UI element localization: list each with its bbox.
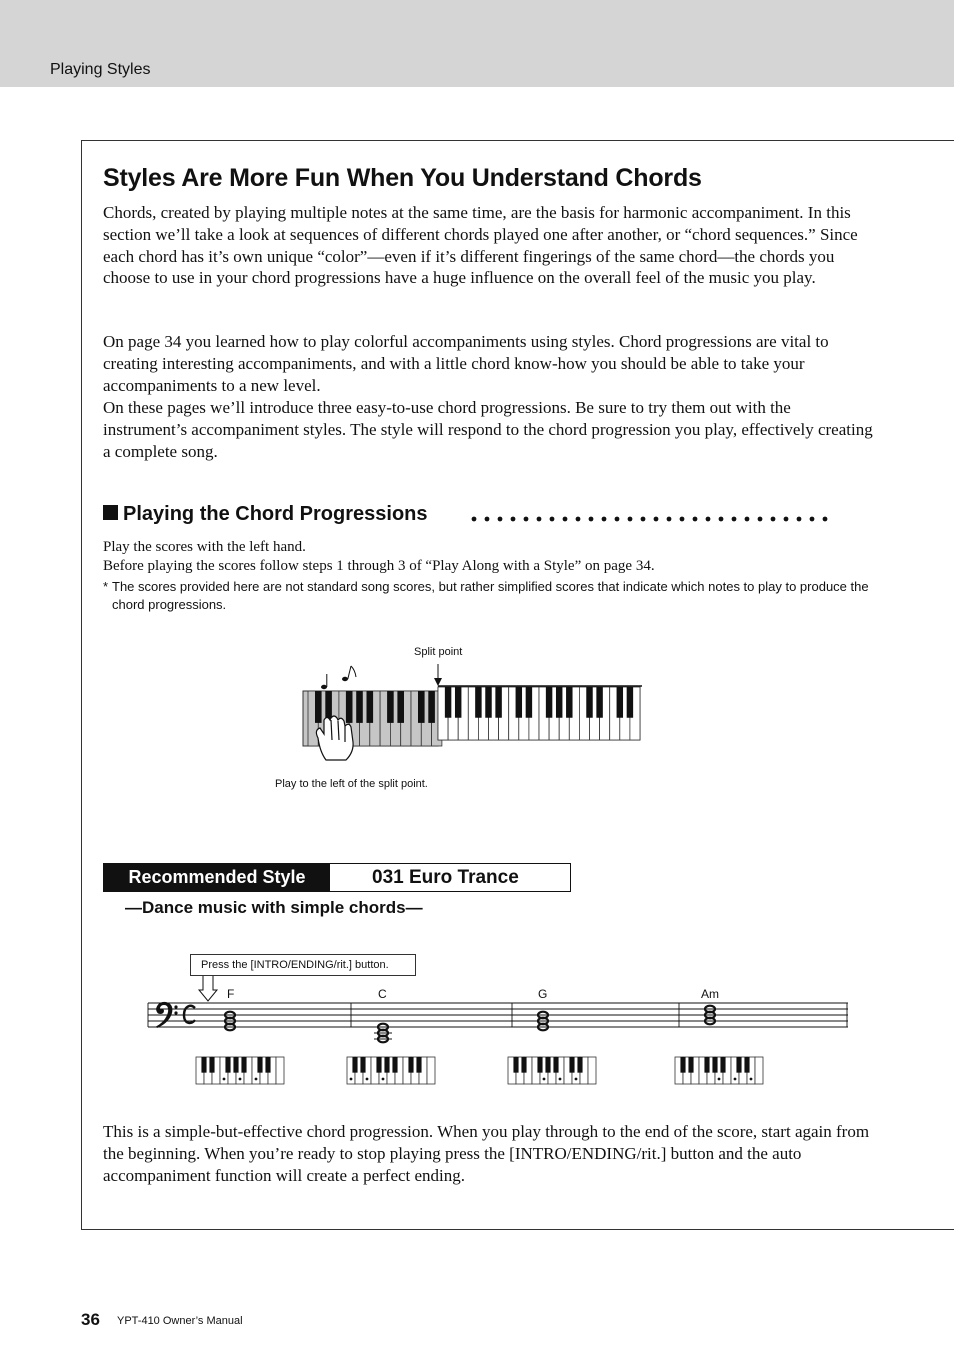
page-title: Styles Are More Fun When You Understand Chords (103, 164, 702, 192)
intro-paragraph-3: On these pages we’ll introduce three easy-to-use chord progressions. Be sure to try them out with the instrument’s accompaniment styles. The style will respond to the chord progression you play, effectively creating a complete song. (103, 398, 873, 461)
closing-paragraph: This is a simple-but-effective chord progression. When you play through to the end of the score, start again from the beginning. When you’re ready to stop playing press the [INTRO/ENDING/rit.] button and the auto accompaniment function will create a perfect ending. (103, 1122, 870, 1185)
section-heading-text: Playing the Chord Progressions (123, 503, 428, 525)
chord-name: C (378, 987, 387, 1001)
recommended-style-box (103, 863, 571, 892)
recommended-style-label: Recommended Style (104, 864, 330, 891)
page-number: 36 (81, 1310, 100, 1329)
instruction-line-2: Before playing the scores follow steps 1 through 3 of “Play Along with a Style” on page 34. (103, 558, 655, 574)
square-bullet-icon (103, 505, 118, 520)
intro-button-callout: Press the [INTRO/ENDING/rit.] button. (190, 954, 416, 976)
section-heading (103, 503, 428, 526)
section-label: Playing Styles (50, 61, 151, 78)
note-text: The scores provided here are not standard song scores, but rather simplified scores that indicate which notes to play to produce the chord progressions. (112, 579, 869, 612)
manual-title: YPT-410 Owner’s Manual (117, 1315, 243, 1327)
intro-paragraph-2: On page 34 you learned how to play colorful accompaniments using styles. Chord progressions are vital to creating interesting accompaniments, and with a little chord know-how you should be able to take your accompaniments to a new level. (103, 332, 829, 395)
chord-name: Am (701, 987, 719, 1001)
intro-paragraph-1: Chords, created by playing multiple notes at the same time, are the basis for harmonic accompaniment. In this section we’ll take a look at sequences of different chords played one after another, or “chord sequences.” Since each chord has it’s own unique “color”—even if it’s different fingerings of the same chord—the chords you choose to use in your chord progressions have a huge influence on the overall feel of the music you play. (103, 203, 858, 288)
music-note-icon (321, 666, 356, 689)
common-time-icon (184, 1006, 195, 1023)
left-of-split-label: Play to the left of the split point. (275, 778, 428, 790)
split-point-label: Split point (414, 646, 463, 658)
instruction-line-1: Play the scores with the left hand. (103, 539, 306, 555)
style-tagline: —Dance music with simple chords— (125, 898, 423, 917)
score-note (103, 578, 883, 614)
keyboard-illustration (300, 660, 645, 790)
chord-name: G (538, 987, 548, 1001)
recommended-style-name: 031 Euro Trance (372, 867, 519, 888)
note-asterisk: * (103, 579, 109, 594)
chord-name: F (227, 987, 235, 1001)
bass-staff (148, 995, 853, 1095)
heading-dot-leader (470, 513, 840, 523)
